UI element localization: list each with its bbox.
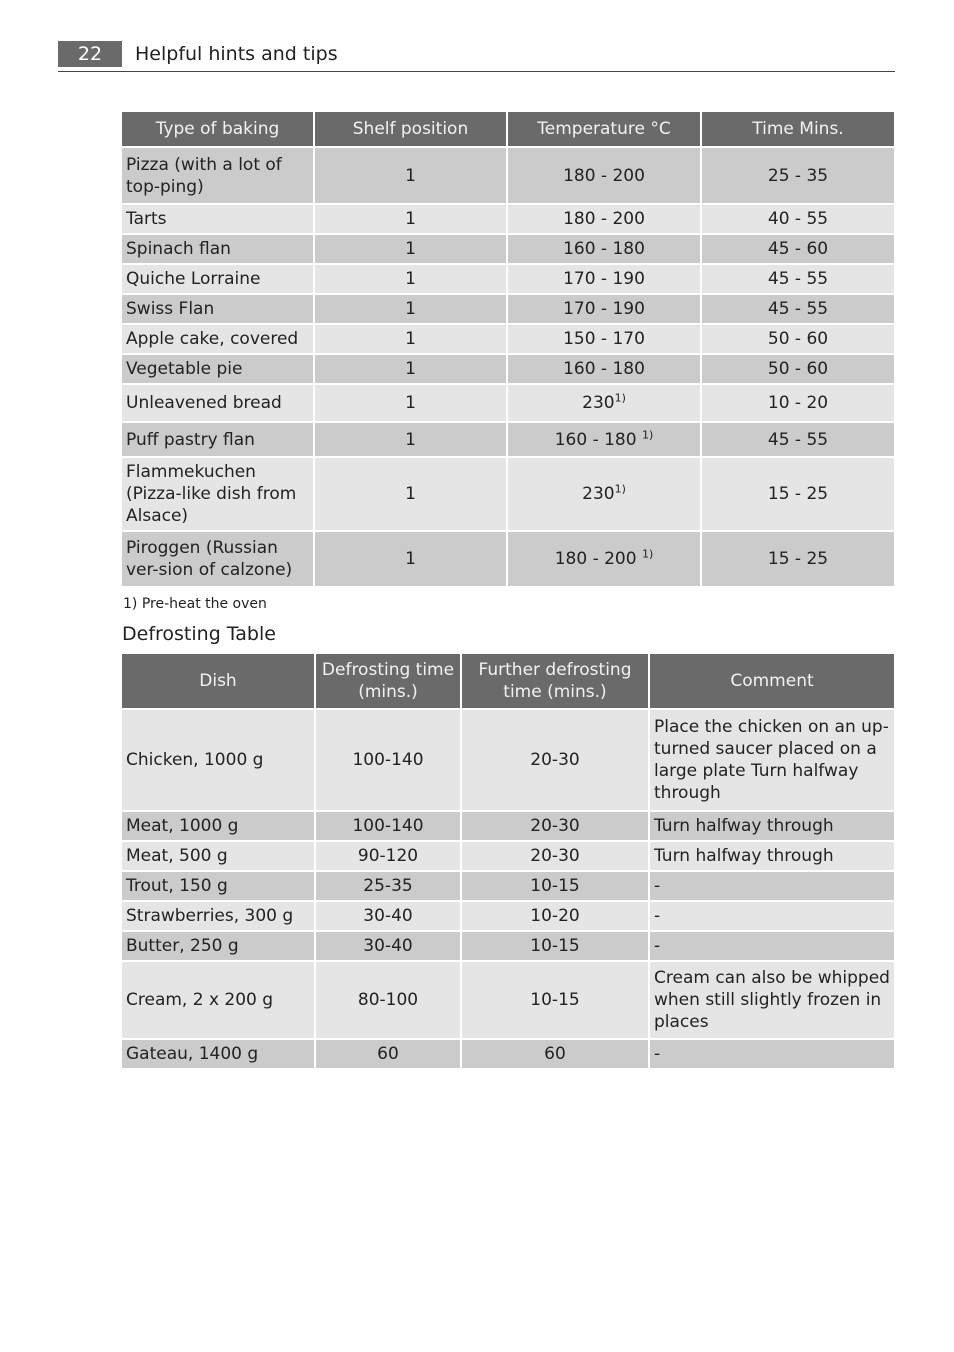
table-row (122, 265, 894, 293)
further-defrosting-time: 20-30 (462, 812, 648, 840)
table-row (122, 932, 894, 960)
baking-type: Puff pastry flan (122, 423, 313, 456)
shelf-position: 1 (315, 532, 506, 586)
table-row (122, 385, 894, 421)
footnote-marker: 1) (614, 391, 626, 405)
temperature: 150 - 170 (508, 325, 700, 353)
defrosting-time: 60 (316, 1040, 460, 1068)
comment: - (650, 1040, 894, 1068)
shelf-position: 1 (315, 295, 506, 323)
table-row (122, 355, 894, 383)
further-defrosting-time: 20-30 (462, 842, 648, 870)
temperature: 160 - 180 (508, 355, 700, 383)
temperature: 230$^{1)}$ (508, 458, 700, 530)
dish: Gateau, 1400 g (122, 1040, 314, 1068)
time-mins: 45 - 60 (702, 235, 894, 263)
column-header-temperature: Temperature °C (508, 112, 700, 146)
defrosting-time: 90-120 (316, 842, 460, 870)
time-mins: 50 - 60 (702, 355, 894, 383)
dish: Chicken, 1000 g (122, 710, 314, 810)
time-mins: 40 - 55 (702, 205, 894, 233)
temperature: 170 - 190 (508, 265, 700, 293)
baking-type: Piroggen (Russian ver-sion of calzone) (122, 532, 313, 586)
further-defrosting-time: 10-15 (462, 932, 648, 960)
footnote-marker: 1) (641, 427, 654, 441)
temperature: 180 - 200 (508, 205, 700, 233)
column-header-defrosting-time: Defrosting time (mins.) (316, 654, 460, 708)
defrosting-table (120, 652, 896, 1070)
temperature: 160 - 180 $^{1)}$ (508, 423, 700, 456)
dish: Meat, 500 g (122, 842, 314, 870)
page-header (58, 41, 895, 72)
comment: Turn halfway through (650, 812, 894, 840)
shelf-position: 1 (315, 148, 506, 203)
shelf-position: 1 (315, 385, 506, 421)
table-row (122, 458, 894, 530)
comment: Turn halfway through (650, 842, 894, 870)
further-defrosting-time: 10-15 (462, 872, 648, 900)
further-defrosting-time: 10-15 (462, 962, 648, 1038)
time-mins: 10 - 20 (702, 385, 894, 421)
temperature: 170 - 190 (508, 295, 700, 323)
column-header-time: Time Mins. (702, 112, 894, 146)
baking-table-header (122, 112, 894, 146)
table-row (122, 325, 894, 353)
table-row (122, 872, 894, 900)
table-row (122, 710, 894, 810)
time-mins: 45 - 55 (702, 265, 894, 293)
dish: Cream, 2 x 200 g (122, 962, 314, 1038)
table-row (122, 962, 894, 1038)
time-mins: 50 - 60 (702, 325, 894, 353)
further-defrosting-time: 60 (462, 1040, 648, 1068)
temperature: 180 - 200 (508, 148, 700, 203)
defrosting-time: 100-140 (316, 710, 460, 810)
footnote-marker: 1) (614, 482, 626, 496)
defrosting-time: 30-40 (316, 932, 460, 960)
defrosting-time: 30-40 (316, 902, 460, 930)
comment: - (650, 872, 894, 900)
temperature: 160 - 180 (508, 235, 700, 263)
comment: Place the chicken on an up-turned saucer placed on a large plate Turn halfway through (650, 710, 894, 810)
column-header-dish: Dish (122, 654, 314, 708)
baking-type: Quiche Lorraine (122, 265, 313, 293)
section-title: Helpful hints and tips (135, 43, 338, 65)
dish: Trout, 150 g (122, 872, 314, 900)
shelf-position: 1 (315, 235, 506, 263)
baking-type: Tarts (122, 205, 313, 233)
temperature: 180 - 200 $^{1)}$ (508, 532, 700, 586)
comment: Cream can also be whipped when still slightly frozen in places (650, 962, 894, 1038)
further-defrosting-time: 10-20 (462, 902, 648, 930)
baking-type: Pizza (with a lot of top-ping) (122, 148, 313, 203)
table-row (122, 902, 894, 930)
table-row (122, 148, 894, 203)
table-row (122, 812, 894, 840)
defrosting-time: 100-140 (316, 812, 460, 840)
table-row (122, 423, 894, 456)
baking-type: Spinach flan (122, 235, 313, 263)
column-header-shelf: Shelf position (315, 112, 506, 146)
baking-type: Unleavened bread (122, 385, 313, 421)
defrosting-time: 25-35 (316, 872, 460, 900)
baking-type: Flammekuchen (Pizza-like dish from Alsace) (122, 458, 313, 530)
baking-table (120, 110, 896, 588)
defrosting-time: 80-100 (316, 962, 460, 1038)
shelf-position: 1 (315, 423, 506, 456)
comment: - (650, 932, 894, 960)
dish: Meat, 1000 g (122, 812, 314, 840)
footnote-marker: 1) (641, 547, 654, 561)
baking-type: Vegetable pie (122, 355, 313, 383)
shelf-position: 1 (315, 205, 506, 233)
table-row (122, 532, 894, 586)
column-header-type: Type of baking (122, 112, 313, 146)
defrosting-table-title: Defrosting Table (122, 623, 276, 645)
table-row (122, 1040, 894, 1068)
page-number: 22 (58, 41, 122, 67)
dish: Strawberries, 300 g (122, 902, 314, 930)
comment: - (650, 902, 894, 930)
baking-type: Swiss Flan (122, 295, 313, 323)
table-row (122, 295, 894, 323)
table-row (122, 235, 894, 263)
shelf-position: 1 (315, 265, 506, 293)
shelf-position: 1 (315, 458, 506, 530)
column-header-comment: Comment (650, 654, 894, 708)
time-mins: 45 - 55 (702, 295, 894, 323)
baking-type: Apple cake, covered (122, 325, 313, 353)
time-mins: 15 - 25 (702, 458, 894, 530)
column-header-further-defrosting-time: Further defrosting time (mins.) (462, 654, 648, 708)
footnote: 1) Pre-heat the oven (123, 596, 267, 612)
time-mins: 25 - 35 (702, 148, 894, 203)
temperature: 230$^{1)}$ (508, 385, 700, 421)
dish: Butter, 250 g (122, 932, 314, 960)
table-row (122, 205, 894, 233)
shelf-position: 1 (315, 355, 506, 383)
time-mins: 15 - 25 (702, 532, 894, 586)
shelf-position: 1 (315, 325, 506, 353)
time-mins: 45 - 55 (702, 423, 894, 456)
table-row (122, 842, 894, 870)
defrosting-table-header (122, 654, 894, 708)
further-defrosting-time: 20-30 (462, 710, 648, 810)
